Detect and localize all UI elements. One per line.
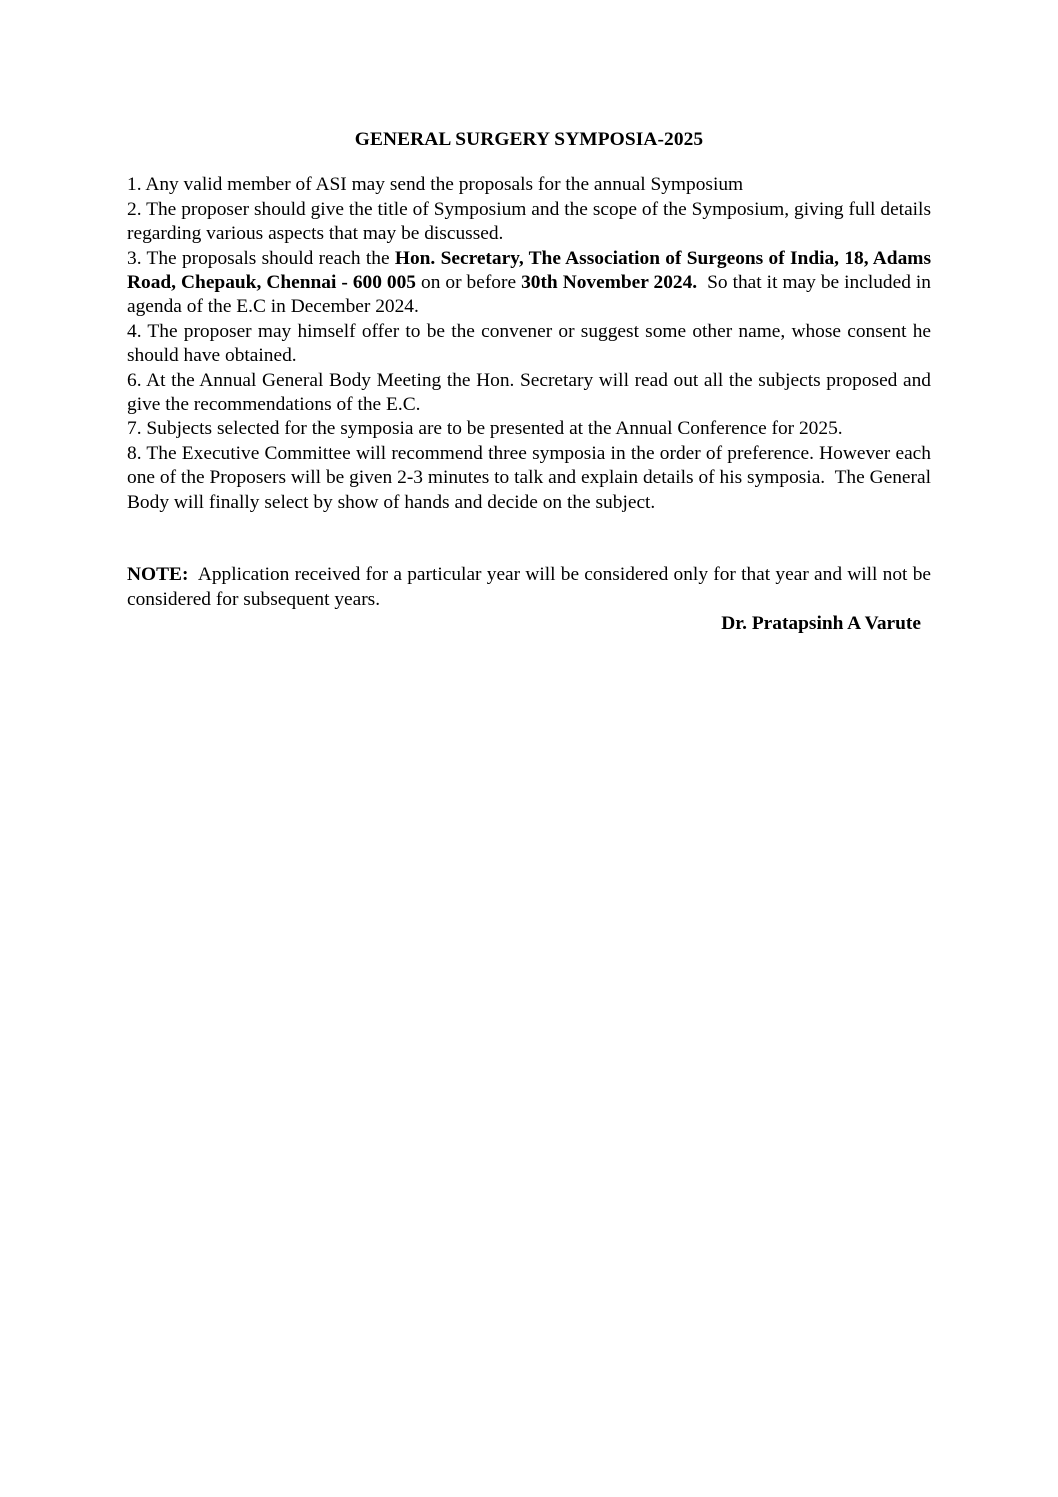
list-item-1: 1. Any valid member of ASI may send the proposals for the annual Symposium — [127, 174, 744, 196]
list-item-6: 6. At the Annual General Body Meeting the Hon. Secretary will read out all the subjects proposed and give the recommendations of the E.C. — [127, 369, 931, 416]
list-item-8: 8. The Executive Committee will recommend three symposia in the order of preference. However each one of the Proposers will be given 2-3 minutes to talk and explain details of his symposia. The General Body will finally select by show of hands and decide on the subject. — [127, 442, 936, 513]
document-page — [127, 128, 936, 636]
signature: Dr. Pratapsinh A Varute — [721, 612, 921, 634]
list-item-7: 7. Subjects selected for the symposia are to be presented at the Annual Conference for 2025. — [127, 418, 843, 440]
list-item-4: 4. The proposer may himself offer to be the convener or suggest some other name, whose consent he should have obtained. — [127, 320, 931, 367]
deadline-date: 30th November 2024. — [521, 272, 698, 294]
item-3-prefix: 3. The proposals should reach the — [127, 247, 395, 269]
item-3-suffix: So that it may be included in agenda of the E.C in December 2024. — [127, 272, 936, 318]
note-paragraph — [127, 563, 936, 612]
list-item-3 — [127, 247, 936, 320]
note-label: NOTE: — [127, 564, 189, 586]
list-item-2: 2. The proposer should give the title of Symposium and the scope of the Symposium, giving full details regarding various aspects that may be discussed. — [127, 198, 931, 245]
item-3-middle: on or before — [416, 272, 522, 294]
secretary-address: Hon. Secretary, The Association of Surgeons of India, 18, Adams Road, Chepauk, Chennai - 600 005 — [127, 247, 931, 294]
document-title: GENERAL SURGERY SYMPOSIA-2025 — [354, 129, 704, 150]
note-text: Application received for a particular year will be considered only for that year and will not be considered for subsequent years. — [127, 564, 936, 610]
